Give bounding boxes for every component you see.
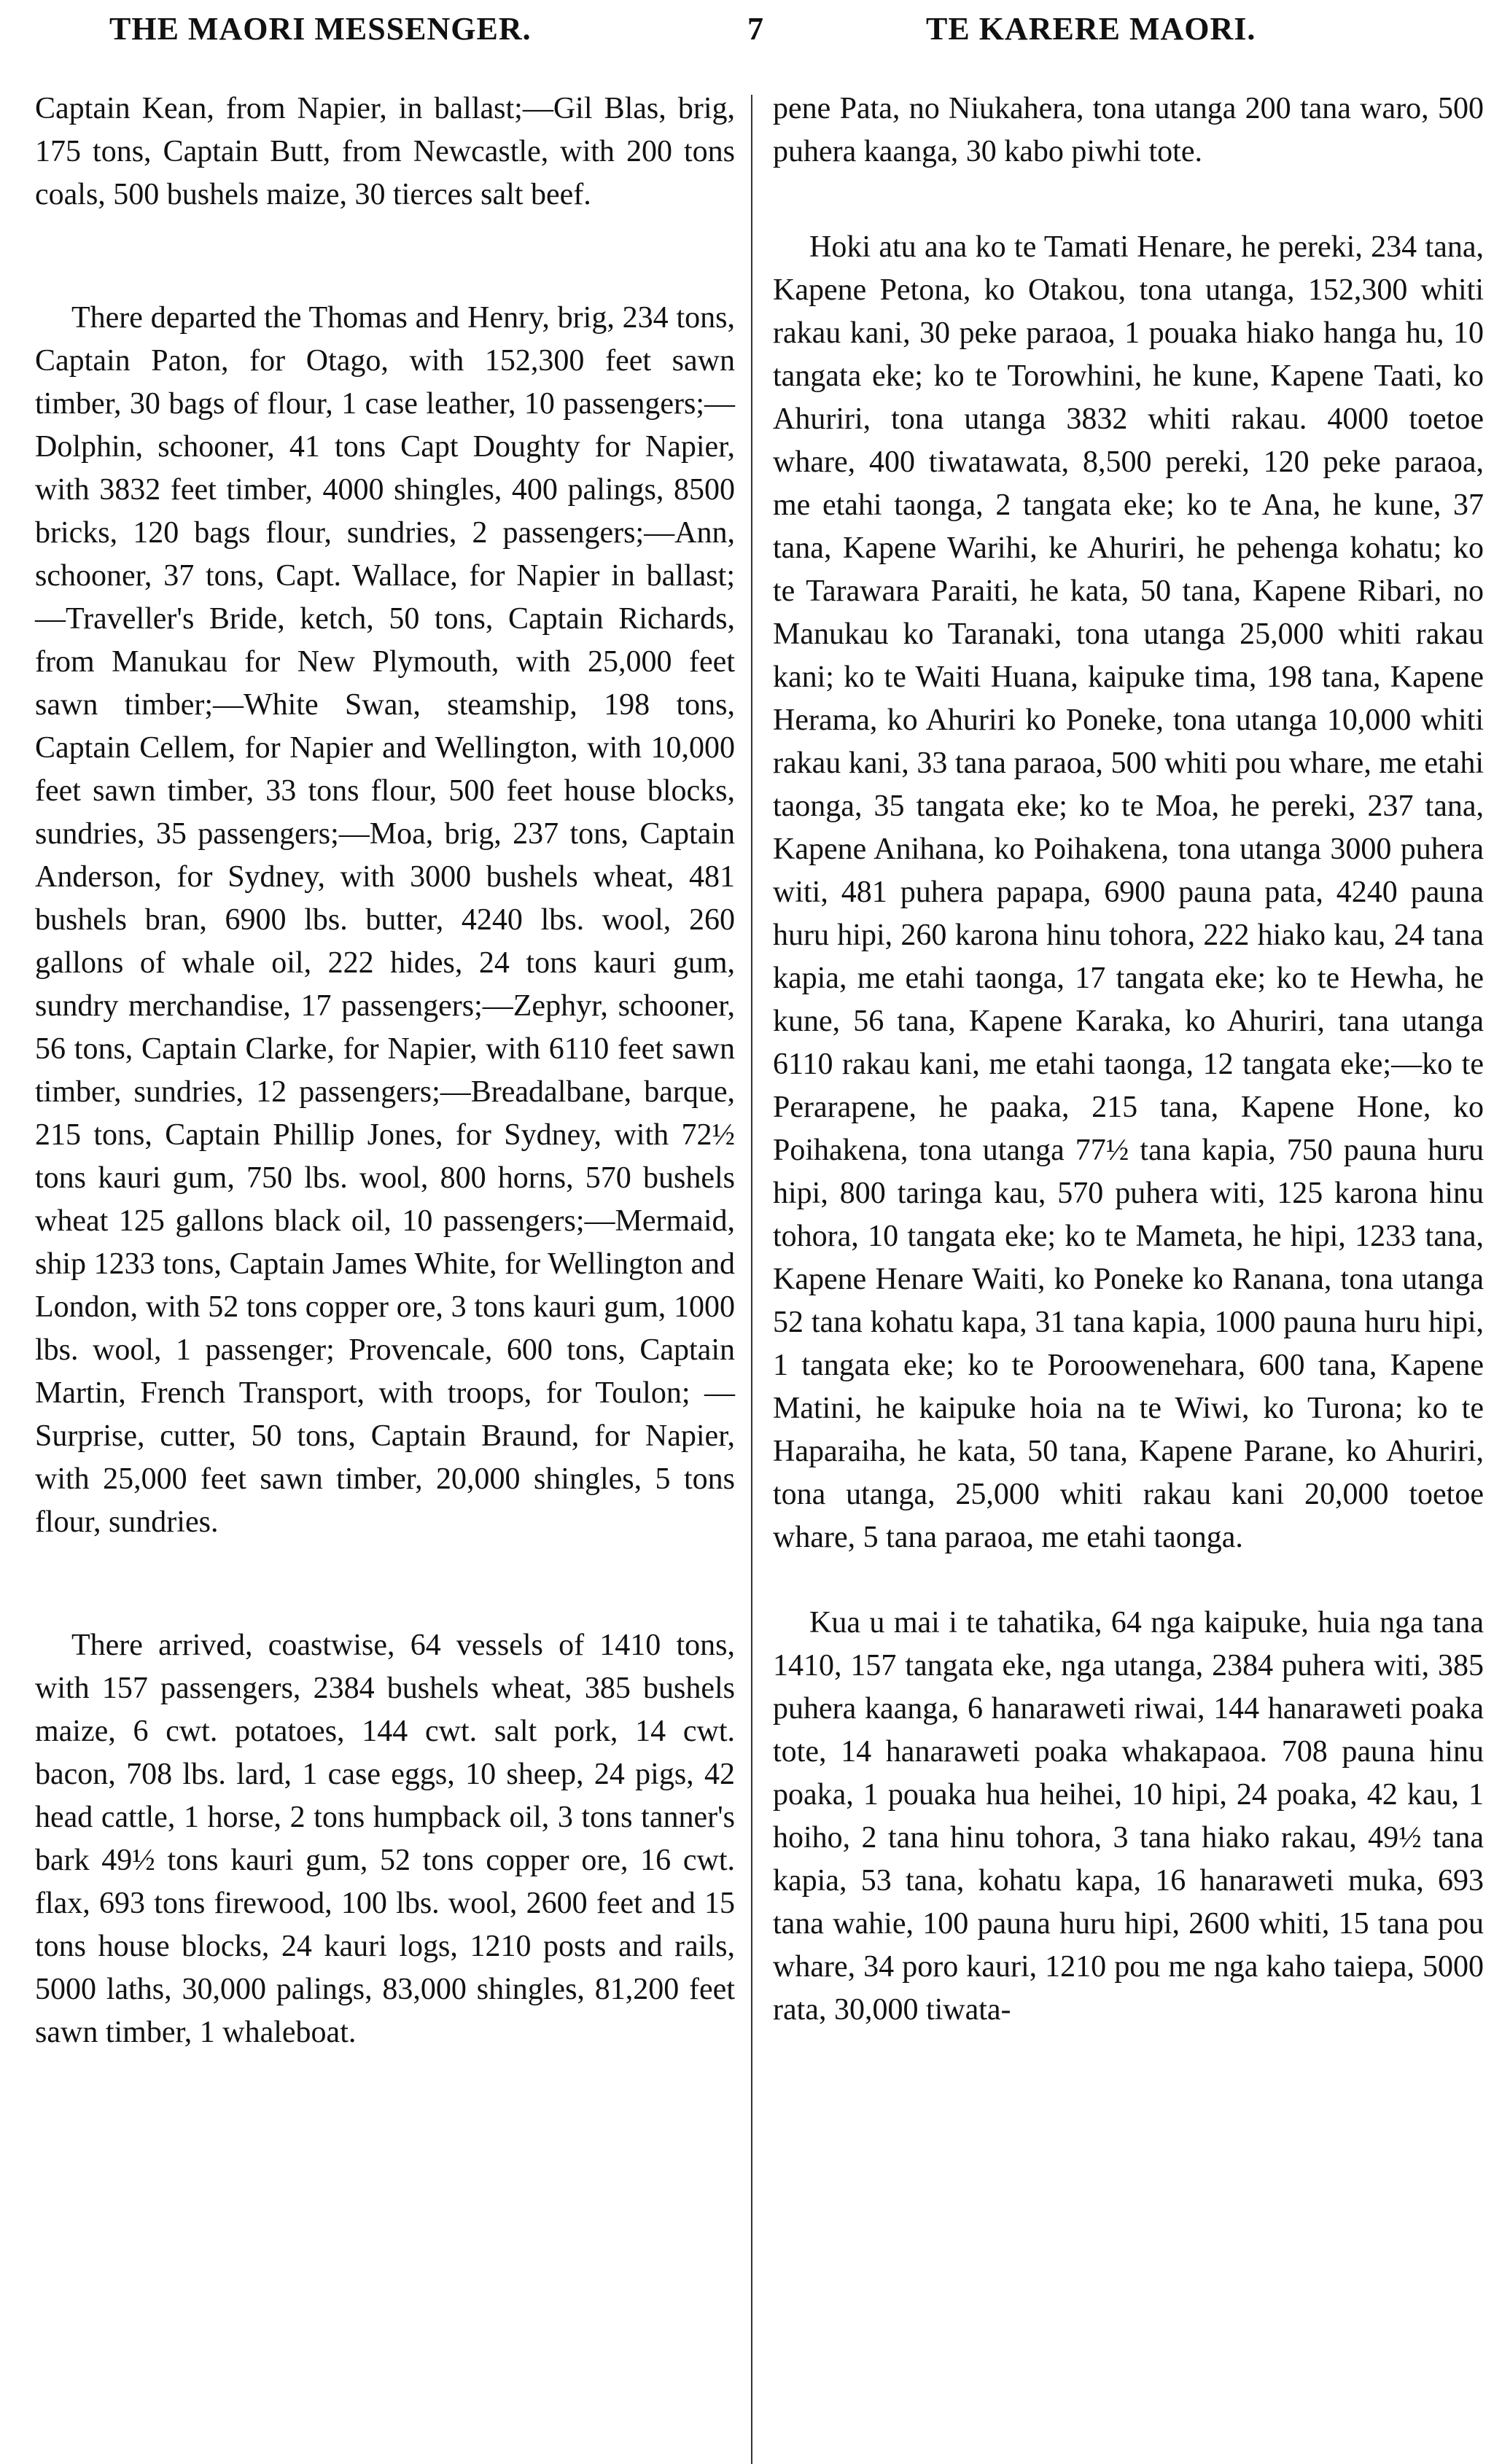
maori-paragraph-departures: Hoki atu ana ko te Tamati Henare, he pereki, 234 tana, Kapene Petona, ko Otakou, tona utanga, 152,300 whiti rakau kani, 30 peke paraoa, 1 pouaka hiako hanga hu, 10 tangata eke; ko te Torowhini, he kune, Kapene Taati, ko Ahuriri, tona utanga 3832 whiti rakau. 4000 toetoe whare, 400 tiwatawata, 8,500 pereki, 120 peke paraoa, me etahi taonga, 2 tangata eke; ko te Ana, he kune, 37 tana, Kapene Warihi, ke Ahuriri, he pehenga kohatu; ko te Tarawara Paraiti, he kata, 50 tana, Kapene Ribari, no Manukau ko Taranaki, tona utanga 25,000 whiti rakau kani; ko te Waiti Huana, kaipuke tima, 198 tana, Kapene Herama, ko Ahuriri ko Poneke, tona utanga 10,000 whiti rakau kani, 33 tana paraoa, 500 whiti pou whare, me etahi taonga, 35 tangata eke; ko te Moa, he pereki, 237 tana, Kapene Anihana, ko Poihakena, tona utanga 3000 puhera witi, 481 puhera papapa, 6900 pauna pata, 4240 pauna huru hipi, 260 karona hinu tohora, 222 hiako kau, 24 tana kapia, me etahi taonga, 17 tangata eke; ko te Hewha, he kune, 56 tana, Kapene Karaka, ko Ahuriri, tana utanga 6110 rakau kani, me etahi taonga, 12 tangata eke;—ko te Perarapene, he paaka, 215 tana, Kapene Hone, ko Poihakena, tona utanga 77½ tana kapia, 750 pauna huru hipi, 800 taringa kau, 570 puhera witi, 125 karona hinu tohora, 10 tangata eke; ko te Mameta, he hipi, 1233 tana, Kapene Henare Waiti, ko Poneke ko Ranana, tona utanga 52 tana kohatu kapa, 31 tana kapia, 1000 pauna huru hipi, 1 tangata eke; ko te Poroowenehara, 600 tana, Kapene Matini, he kaipuke hoia na te Wiwi, ko Turona; ko te Haparaiha, he kata, 50 tana, Kapene Parane, ko Ahuriri, tona utanga, 25,000 whiti rakau kani 20,000 toetoe whare, 5 tana paraoa, me etahi taonga. bbox=[773, 230, 1484, 1554]
page-header bbox=[0, 10, 1502, 69]
maori-paragraph-arrivals-end: pene Pata, no Niukahera, tona utanga 200 tana waro, 500 puhera kaanga, 30 kabo piwhi tote. bbox=[773, 92, 1484, 168]
english-masthead: THE MAORI MESSENGER. bbox=[109, 11, 532, 47]
english-paragraph-arrivals-end: Captain Kean, from Napier, in ballast;—Gil Blas, brig, 175 tons, Captain Butt, from Newcastle, with 200 tons coals, 500 bushels maize, 30 tierces salt beef. bbox=[35, 92, 735, 211]
maori-masthead: TE KARERE MAORI. bbox=[926, 11, 1256, 47]
english-column bbox=[35, 87, 735, 2054]
english-paragraph-coastwise: There arrived, coastwise, 64 vessels of 1410 tons, with 157 passengers, 2384 bushels wheat, 385 bushels maize, 6 cwt. potatoes, 144 cwt. salt pork, 14 cwt. bacon, 708 lbs. lard, 1 case eggs, 10 sheep, 24 pigs, 42 head cattle, 1 horse, 2 tons humpback oil, 3 tons tanner's bark 49½ tons kauri gum, 52 tons copper ore, 16 cwt. flax, 693 tons firewood, 100 lbs. wool, 2600 feet and 15 tons house blocks, 24 kauri logs, 1210 posts and rails, 5000 laths, 30,000 palings, 83,000 shingles, 81,200 feet sawn timber, 1 whaleboat. bbox=[35, 1629, 735, 2049]
maori-column bbox=[773, 87, 1484, 2032]
english-paragraph-departures: There departed the Thomas and Henry, brig, 234 tons, Captain Paton, for Otago, with 152,300 feet sawn timber, 30 bags of flour, 1 case leather, 10 passengers;—Dolphin, schooner, 41 tons Capt Doughty for Napier, with 3832 feet timber, 4000 shingles, 400 palings, 8500 bricks, 120 bags flour, sundries, 2 passengers;—Ann, schooner, 37 tons, Capt. Wallace, for Napier in ballast; —Traveller's Bride, ketch, 50 tons, Captain Richards, from Manukau for New Plymouth, with 25,000 feet sawn timber;—White Swan, steamship, 198 tons, Captain Cellem, for Napier and Wellington, with 10,000 feet sawn timber, 33 tons flour, 500 feet house blocks, sundries, 35 passengers;—Moa, brig, 237 tons, Captain Anderson, for Sydney, with 3000 bushels wheat, 481 bushels bran, 6900 lbs. butter, 4240 lbs. wool, 260 gallons of whale oil, 222 hides, 24 tons kauri gum, sundry merchandise, 17 passengers;—Zephyr, schooner, 56 tons, Captain Clarke, for Napier, with 6110 feet sawn timber, sundries, 12 passengers;—Breadalbane, barque, 215 tons, Captain Phillip Jones, for Sydney, with 72½ tons kauri gum, 750 lbs. wool, 800 horns, 570 bushels wheat 125 gallons black oil, 10 passengers;—Mermaid, ship 1233 tons, Captain James White, for Wellington and London, with 52 tons copper ore, 3 tons kauri gum, 1000 lbs. wool, 1 passenger; Provencale, 600 tons, Captain Martin, French Transport, with troops, for Toulon; —Surprise, cutter, 50 tons, Captain Braund, for Napier, with 25,000 feet sawn timber, 20,000 shingles, 5 tons flour, sundries. bbox=[35, 301, 735, 1539]
page-number: 7 bbox=[747, 11, 764, 47]
column-divider bbox=[751, 95, 752, 2464]
maori-paragraph-coastwise: Kua u mai i te tahatika, 64 nga kaipuke, huia nga tana 1410, 157 tangata eke, nga utanga, 2384 puhera witi, 385 puhera kaanga, 6 hanaraweti riwai, 144 hanaraweti poaka tote, 14 hanaraweti poaka whakapaoa. 708 pauna hinu poaka, 1 pouaka hua heihei, 10 hipi, 24 poaka, 42 kau, 1 hoiho, 2 tana hinu tohora, 3 tana hiako rakau, 49½ tana kapia, 53 tana, kohatu kapa, 16 hanaraweti muka, 693 tana wahie, 100 pauna huru hipi, 2600 whiti, 15 tana pou whare, 34 poro kauri, 1210 pou me nga kaho taiepa, 5000 rata, 30,000 tiwata- bbox=[773, 1606, 1484, 2027]
